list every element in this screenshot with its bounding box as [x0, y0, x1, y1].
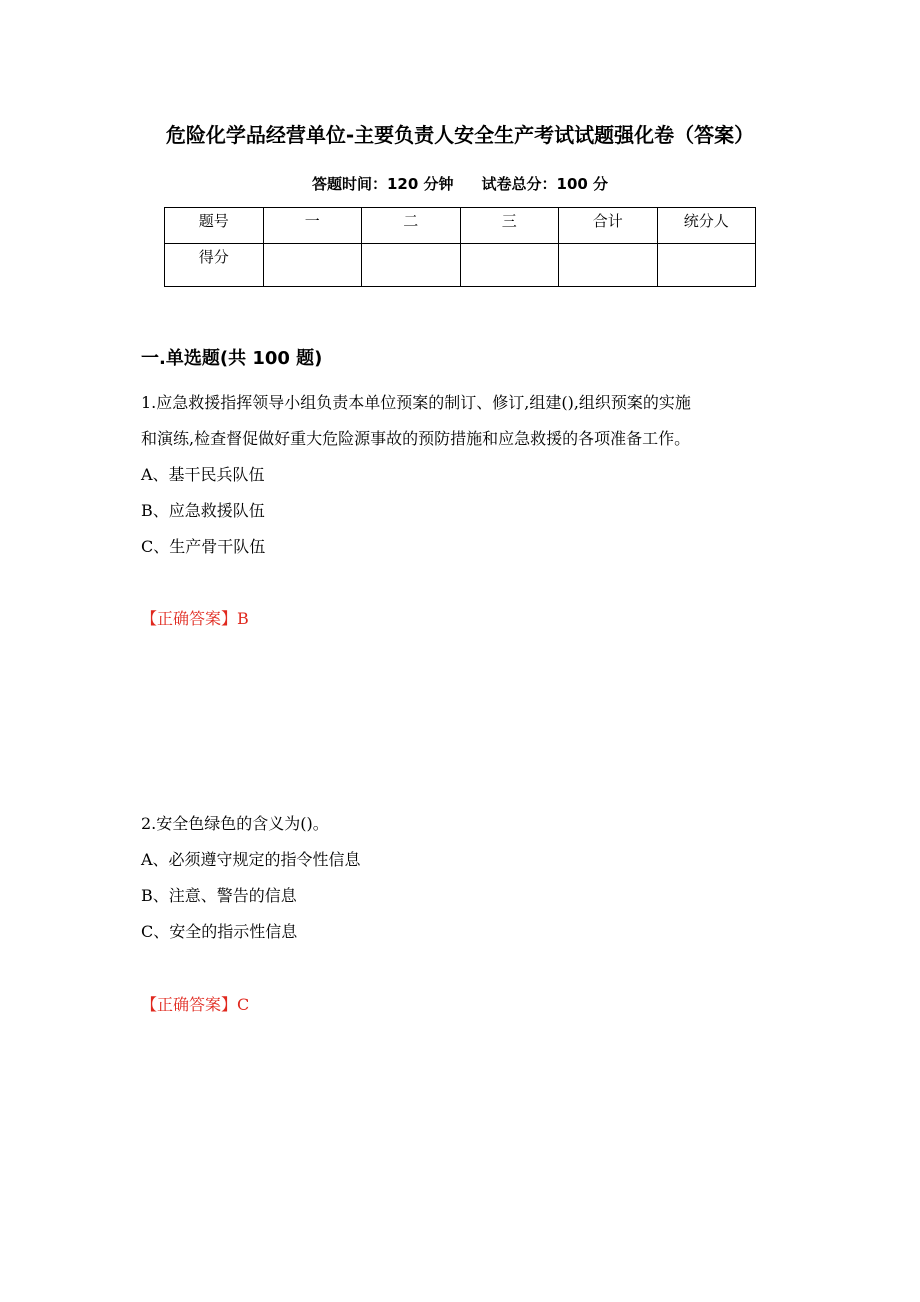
score-table-header-row — [165, 208, 756, 244]
question-1-stem-line-2: 和演练,检查督促做好重大危险源事故的预防措施和应急救援的各项准备工作。 — [141, 429, 691, 448]
question-2-option-a: A、必须遵守规定的指令性信息 — [141, 850, 361, 869]
score-header-cell: 题号 — [165, 208, 264, 244]
question-1-stem-line-1: 1.应急救援指挥领导小组负责本单位预案的制订、修订,组建(),组织预案的实施 — [141, 393, 691, 412]
exam-time: 答题时间：120 分钟 — [311, 175, 454, 193]
exam-meta — [0, 172, 920, 196]
score-header-cell: 一 — [263, 208, 362, 244]
score-table — [164, 207, 756, 287]
score-header-cell: 三 — [460, 208, 559, 244]
score-row-label: 得分 — [165, 244, 264, 287]
score-cell — [559, 244, 658, 287]
question-2-answer: 【正确答案】C — [141, 995, 250, 1014]
score-cell — [460, 244, 559, 287]
document-title: 危险化学品经营单位-主要负责人安全生产考试试题强化卷（答案） — [165, 123, 755, 147]
question-1-option-c: C、生产骨干队伍 — [141, 537, 266, 556]
score-cell — [657, 244, 756, 287]
score-header-cell: 统分人 — [657, 208, 756, 244]
question-2-option-b: B、注意、警告的信息 — [141, 886, 297, 905]
score-header-cell: 二 — [362, 208, 461, 244]
question-2-option-c: C、安全的指示性信息 — [141, 922, 298, 941]
score-header-cell: 合计 — [559, 208, 658, 244]
question-2-stem: 2.安全色绿色的含义为()。 — [141, 814, 329, 833]
score-cell — [362, 244, 461, 287]
score-cell — [263, 244, 362, 287]
exam-total-score: 试卷总分：100 分 — [481, 175, 609, 193]
question-1-answer: 【正确答案】B — [141, 609, 249, 628]
score-table-score-row — [165, 244, 756, 287]
question-1-option-b: B、应急救援队伍 — [141, 501, 265, 520]
section-title: 一.单选题(共 100 题) — [141, 348, 323, 369]
question-1-option-a: A、基干民兵队伍 — [141, 465, 265, 484]
